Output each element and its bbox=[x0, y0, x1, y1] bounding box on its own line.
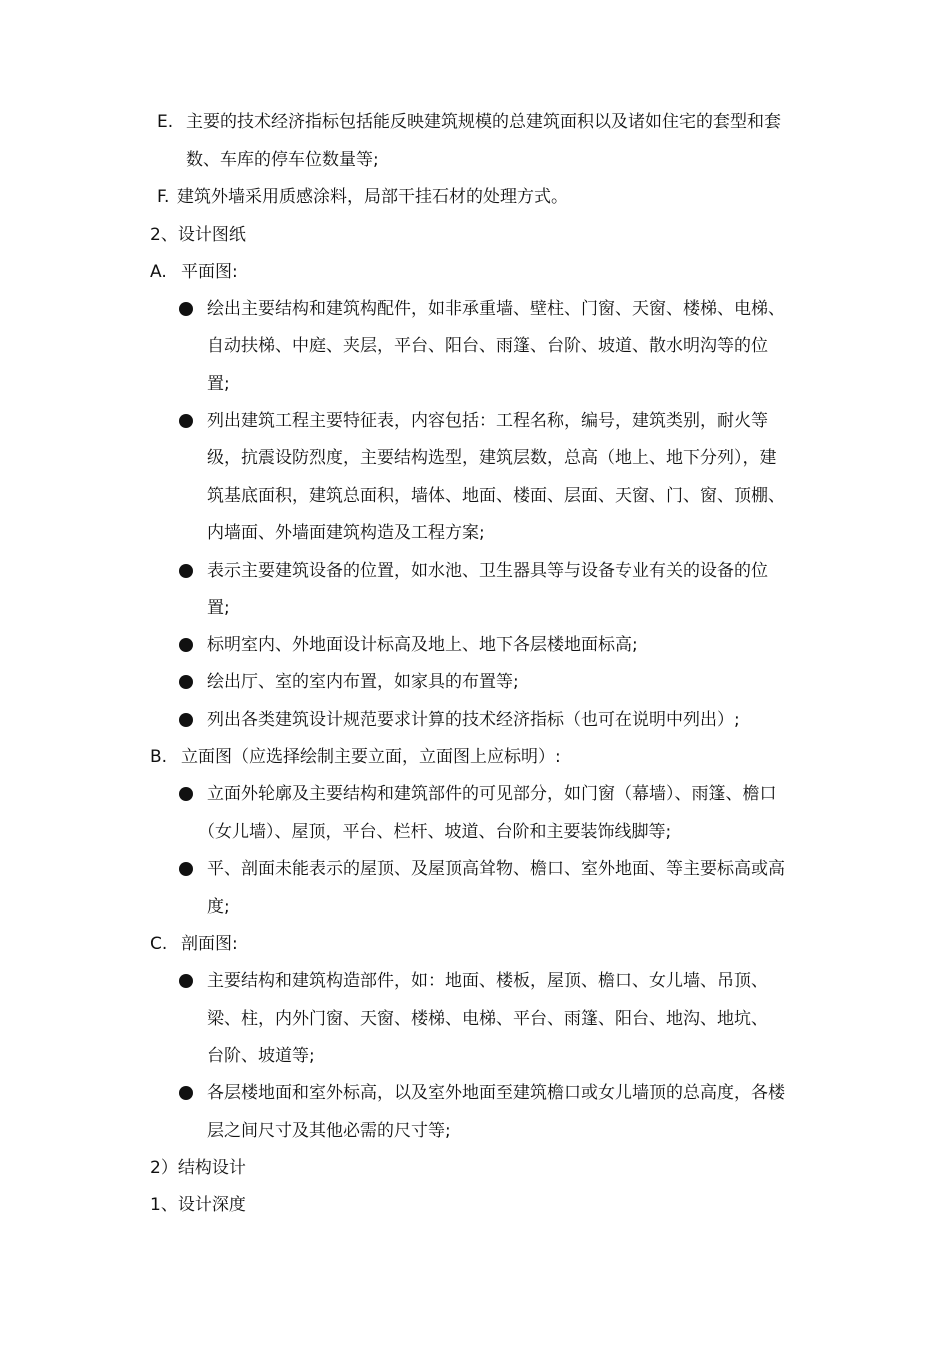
section-a-bullet-5: 绘出厅、室的室内布置，如家具的布置等; bbox=[207, 672, 519, 692]
bullet-icon bbox=[179, 638, 193, 652]
section-b-bullet-2-line-1: 平、剖面未能表示的屋顶、及屋顶高耸物、檐口、室外地面、等主要标高或高 bbox=[207, 859, 785, 879]
item-e-label: E. bbox=[157, 112, 174, 132]
bullet-icon bbox=[179, 675, 193, 689]
section-a-bullet-2-line-3: 筑基底面积，建筑总面积，墙体、地面、楼面、层面、天窗、门、窗、顶棚、 bbox=[207, 486, 785, 506]
section-a-bullet-2-line-2: 级，抗震设防烈度，主要结构选型，建筑层数，总高（地上、地下分列），建 bbox=[207, 448, 777, 468]
bullet-icon bbox=[179, 974, 193, 988]
item-f bbox=[157, 185, 568, 209]
section-heading-depth: 1、设计深度 bbox=[150, 1195, 246, 1215]
section-c-title: 剖面图: bbox=[181, 934, 238, 954]
section-b-bullet-2-line-2: 度; bbox=[207, 897, 230, 917]
section-c-bullet-1-line-1: 主要结构和建筑构造部件，如：地面、楼板，屋顶、檐口、女儿墙、吊顶、 bbox=[207, 971, 768, 991]
bullet-icon bbox=[179, 414, 193, 428]
section-c-bullet-1-line-2: 梁、柱，内外门窗、天窗、楼梯、电梯、平台、雨篷、阳台、地沟、地坑、 bbox=[207, 1009, 768, 1029]
item-e-text-1: 主要的技术经济指标包括能反映建筑规模的总建筑面积以及诸如住宅的套型和套 bbox=[186, 112, 781, 132]
bullet-icon bbox=[179, 564, 193, 578]
bullet-icon bbox=[179, 713, 193, 727]
section-c-label: C. bbox=[150, 934, 168, 954]
bullet-icon bbox=[179, 1086, 193, 1100]
section-a-bullet-6: 列出各类建筑设计规范要求计算的技术经济指标（也可在说明中列出）; bbox=[207, 710, 740, 730]
section-a-bullet-2-line-1: 列出建筑工程主要特征表，内容包括：工程名称，编号，建筑类别，耐火等 bbox=[207, 411, 768, 431]
section-c-bullet-2-line-1: 各层楼地面和室外标高，以及室外地面至建筑檐口或女儿墙顶的总高度，各楼 bbox=[207, 1083, 785, 1103]
item-f-label: F. bbox=[157, 187, 170, 207]
section-a-label: A. bbox=[150, 262, 167, 282]
section-a-title: 平面图: bbox=[181, 262, 238, 282]
section-a-bullet-1-line-2: 自动扶梯、中庭、夹层，平台、阳台、雨篷、台阶、坡道、散水明沟等的位 bbox=[207, 336, 768, 356]
section-a-bullet-1-line-3: 置; bbox=[207, 374, 230, 394]
section-c-bullet-1-line-3: 台阶、坡道等; bbox=[207, 1046, 315, 1066]
bullet-icon bbox=[179, 302, 193, 316]
section-b-heading bbox=[150, 745, 561, 769]
section-b-label: B. bbox=[150, 747, 168, 767]
section-heading-drawings: 2、设计图纸 bbox=[150, 225, 246, 245]
section-heading-structure: 2）结构设计 bbox=[150, 1158, 246, 1178]
section-a-bullet-1-line-1: 绘出主要结构和建筑构配件，如非承重墙、壁柱、门窗、天窗、楼梯、电梯、 bbox=[207, 299, 785, 319]
item-e-line-2: 数、车库的停车位数量等; bbox=[186, 150, 379, 170]
bullet-icon bbox=[179, 787, 193, 801]
section-a-bullet-2-line-4: 内墙面、外墙面建筑构造及工程方案; bbox=[207, 523, 485, 543]
section-b-bullet-1-line-2: （女儿墙）、屋顶，平台、栏杆、坡道、台阶和主要装饰线脚等; bbox=[198, 822, 672, 842]
section-a-bullet-4: 标明室内、外地面设计标高及地上、地下各层楼地面标高; bbox=[207, 635, 638, 655]
item-e-line-1 bbox=[157, 110, 781, 134]
section-b-bullet-1-line-1: 立面外轮廓及主要结构和建筑部件的可见部分，如门窗（幕墙）、雨篷、檐口 bbox=[207, 784, 777, 804]
item-f-text: 建筑外墙采用质感涂料，局部干挂石材的处理方式。 bbox=[177, 187, 568, 207]
bullet-icon bbox=[179, 862, 193, 876]
section-a-bullet-3-line-2: 置; bbox=[207, 598, 230, 618]
section-c-heading bbox=[150, 932, 238, 956]
section-c-bullet-2-line-2: 层之间尺寸及其他必需的尺寸等; bbox=[207, 1121, 451, 1141]
section-a-bullet-3-line-1: 表示主要建筑设备的位置，如水池、卫生器具等与设备专业有关的设备的位 bbox=[207, 561, 768, 581]
section-a-heading bbox=[150, 260, 238, 284]
section-b-title: 立面图（应选择绘制主要立面，立面图上应标明）: bbox=[181, 747, 561, 767]
